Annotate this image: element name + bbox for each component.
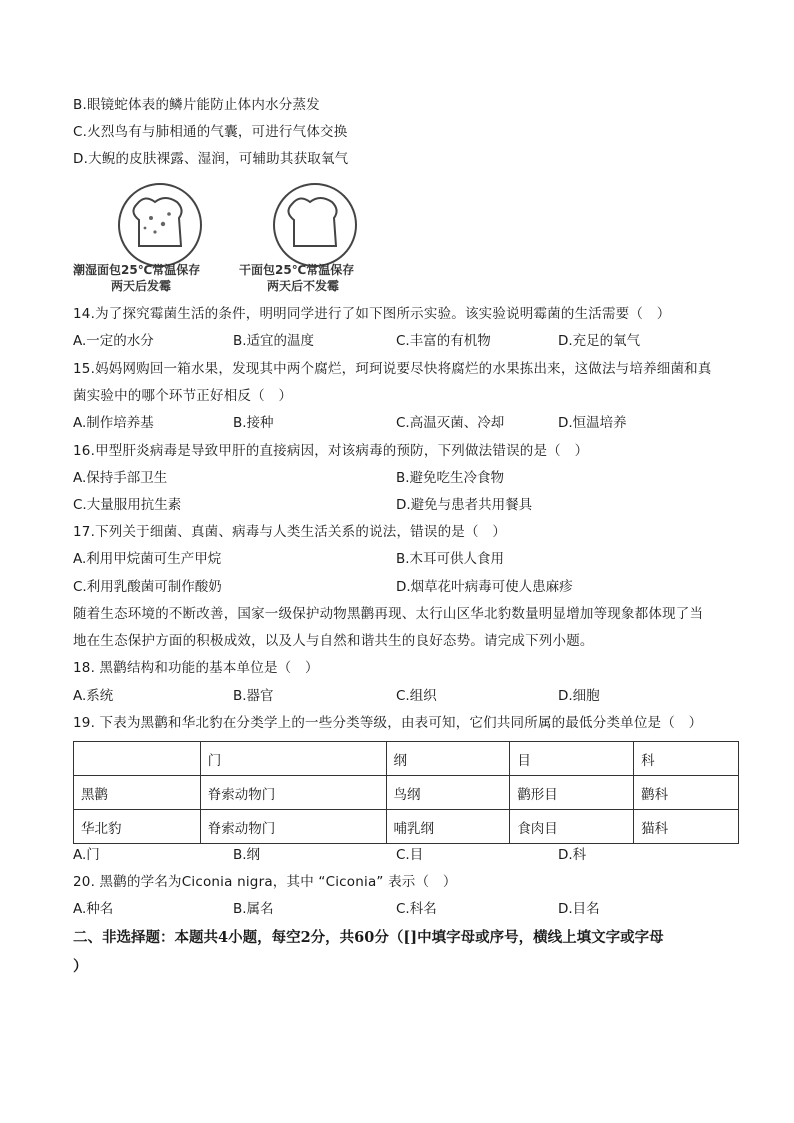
q19-option-b: B.纲 [233,847,261,863]
q15-stem-line-2: 菌实验中的哪个环节正好相反（ ） [73,388,293,404]
table-cell: 脊索动物门 [200,810,386,844]
q19-option-d: D.科 [558,847,587,863]
table-cell: 华北豹 [74,810,201,844]
q14-stem: 14.为了探究霉菌生活的条件，明明同学进行了如下图所示实验。该实验说明霉菌的生活需要（ ） [73,306,671,322]
q17-option-d: D.烟草花叶病毒可使人患麻疹 [396,579,573,595]
moist-bread-icon [133,198,181,246]
q17-option-c: C.利用乳酸菌可制作酸奶 [73,579,222,595]
option-d-fish: D.大鲵的皮肤裸露、湿润，可辅助其获取氧气 [73,151,349,167]
q18-stem: 18. 黑鹳结构和功能的基本单位是（ ） [73,660,319,676]
q16-stem: 16.甲型肝炎病毒是导致甲肝的直接病因，对该病毒的预防，下列做法错误的是（ ） [73,443,589,459]
q16-option-a: A.保持手部卫生 [73,470,168,486]
option-c-bird: C.火烈鸟有与肺相通的气囊，可进行气体交换 [73,124,348,140]
section-2-heading: 二、非选择题：本题共4小题，每空2分，共60分（[]中填字母或序号，横线上填文字或字母 [73,929,664,946]
q17-option-b: B.木耳可供人食用 [396,551,505,567]
table-cell: 哺乳纲 [386,810,510,844]
table-cell: 食肉目 [510,810,634,844]
q16-option-c: C.大量服用抗生素 [73,497,182,513]
q18-option-b: B.器官 [233,688,274,704]
table-cell: 鹳形目 [510,776,634,810]
q15-stem-line-1: 15.妈妈网购回一箱水果，发现其中两个腐烂，珂珂说要尽快将腐烂的水果拣出来，这做法与培养细菌和真 [73,361,712,377]
q14-option-b: B.适宜的温度 [233,333,315,349]
q20-option-b: B.属名 [233,901,274,917]
q15-option-c: C.高温灭菌、冷却 [396,415,505,431]
table-cell: 目 [510,742,634,776]
q16-option-d: D.避免与患者共用餐具 [396,497,533,513]
passage-line-1: 随着生态环境的不断改善，国家一级保护动物黑鹳再现、太行山区华北豹数量明显增加等现象都体现了当 [73,606,704,622]
table-cell: 门 [200,742,386,776]
q20-option-a: A.种名 [73,901,114,917]
moist-bread-dish-icon [119,184,201,266]
q20-option-c: C.科名 [396,901,437,917]
option-b-snake: B.眼镜蛇体表的鳞片能防止体内水分蒸发 [73,97,320,113]
table-cell: 脊索动物门 [200,776,386,810]
q15-option-b: B.接种 [233,415,274,431]
q15-option-a: A.制作培养基 [73,415,154,431]
q18-option-a: A.系统 [73,688,114,704]
q18-option-c: C.组织 [396,688,437,704]
passage-line-2: 地在生态保护方面的积极成效，以及人与自然和谐共生的良好态势。请完成下列小题。 [73,633,594,649]
table-cell: 鸟纲 [386,776,510,810]
dry-bread-dish-icon [274,184,356,266]
q16-option-b: B.避免吃生冷食物 [396,470,505,486]
table-row [74,776,739,810]
dry-bread-caption: 干面包25℃常温保存 [239,263,355,277]
moist-bread-caption: 潮湿面包25℃常温保存 [73,263,201,277]
dry-bread-result-text: 两天后不发霉 [267,279,340,292]
table-header-row [74,742,739,776]
table-row [74,810,739,844]
q15-option-d: D.恒温培养 [558,415,627,431]
q14-option-a: A.一定的水分 [73,333,154,349]
table-cell: 纲 [386,742,510,776]
bread-experiment-figure [73,180,403,292]
moist-bread-result-text: 两天后发霉 [111,279,172,292]
q17-stem: 17.下列关于细菌、真菌、病毒与人类生活关系的说法，错误的是（ ） [73,524,507,540]
q18-option-d: D.细胞 [558,688,600,704]
q19-option-c: C.目 [396,847,424,863]
q20-stem: 20. 黑鹳的学名为Ciconia nigra，其中 “Ciconia” 表示（ ） [73,874,457,890]
dry-bread-icon [288,198,336,246]
table-cell [74,742,201,776]
table-cell: 科 [634,742,739,776]
q14-option-c: C.丰富的有机物 [396,333,491,349]
q14-option-d: D.充足的氧气 [558,333,641,349]
q20-option-d: D.目名 [558,901,600,917]
q19-option-a: A.门 [73,847,100,863]
q17-option-a: A.利用甲烷菌可生产甲烷 [73,551,222,567]
table-cell: 黑鹳 [74,776,201,810]
classification-table [73,741,739,844]
q19-stem: 19. 下表为黑鹳和华北豹在分类学上的一些分类等级，由表可知，它们共同所属的最低分类单位是（ ） [73,715,703,731]
table-cell: 猫科 [634,810,739,844]
table-cell: 鹳科 [634,776,739,810]
section-2-heading-cont: ） [73,958,88,975]
